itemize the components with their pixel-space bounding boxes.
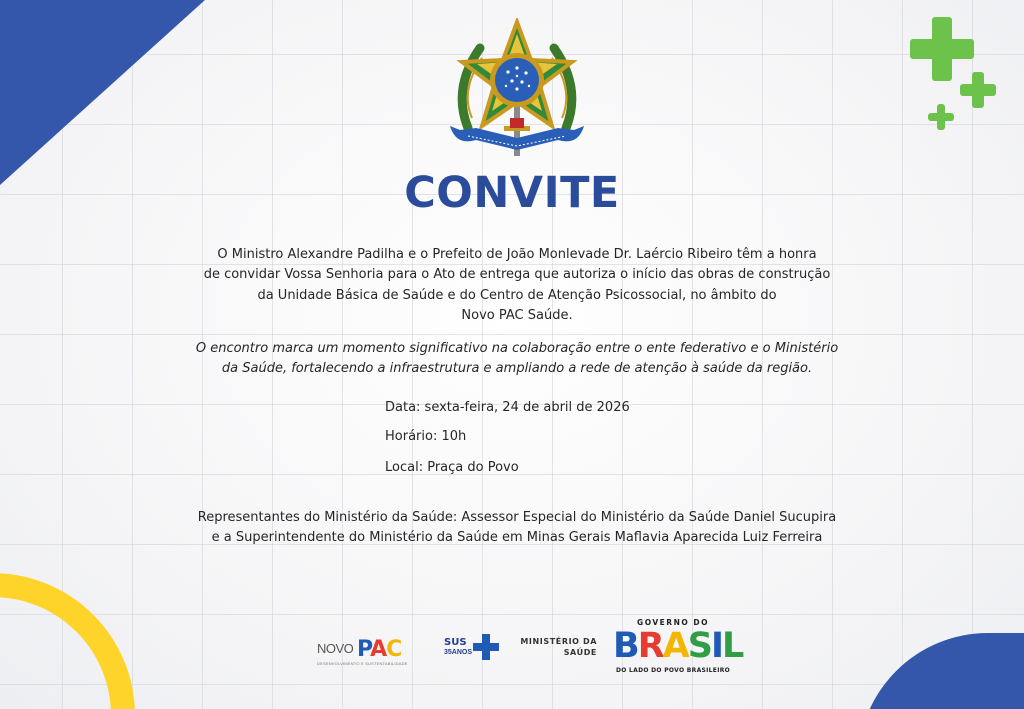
intro-paragraph xyxy=(150,245,884,326)
highlight-line: da Saúde, fortalecendo a infraestrutura e ampliando a rede de atenção à saúde da região. xyxy=(221,361,813,377)
arc-decoration-bottom-left xyxy=(0,573,135,709)
sus-logo xyxy=(443,632,501,666)
novo-pac-pac-text: PAC xyxy=(357,637,402,662)
novo-pac-subtitle: DESENVOLVIMENTO E SUSTENTABILIDADE xyxy=(317,661,408,666)
sus-name: SUS xyxy=(444,637,467,648)
plus-cross-icon xyxy=(960,72,996,108)
ministerio-line: SAÚDE xyxy=(563,648,597,657)
ministerio-saude-logo xyxy=(515,636,597,658)
intro-line: da Unidade Básica de Saúde e do Centro de Atenção Psicossocial, no âmbito do xyxy=(257,287,777,303)
novo-pac-novo-text: NOVO xyxy=(317,641,354,656)
plus-cross-icon xyxy=(473,634,499,660)
intro-line: Novo PAC Saúde. xyxy=(461,307,573,323)
governo-country-text: BRASIL xyxy=(613,626,743,666)
event-time: Horário: 10h xyxy=(385,429,467,444)
governo-top-text: GOVERNO DO xyxy=(637,618,709,627)
plus-cross-icon xyxy=(928,104,954,130)
corner-decoration-bottom-right xyxy=(858,633,1024,709)
representatives-line: e a Superintendente do Ministério da Saúde em Minas Gerais Maflavia Aparecida Luiz Ferreira xyxy=(211,530,823,546)
sus-anos-text: 35ANOS xyxy=(444,649,473,656)
governo-tagline: DO LADO DO POVO BRASILEIRO xyxy=(615,667,731,674)
highlight-line: O encontro marca um momento significativo na colaboração entre o ente federativo e o Ministério xyxy=(195,341,839,356)
governo-brasil-logo xyxy=(612,618,743,678)
intro-line: O Ministro Alexandre Padilha e o Prefeito de João Monlevade Dr. Laércio Ribeiro têm a honra xyxy=(217,247,817,262)
event-date: Data: sexta-feira, 24 de abril de 2026 xyxy=(385,400,630,415)
representatives-paragraph xyxy=(150,508,884,549)
highlight-paragraph xyxy=(150,339,884,380)
brazil-coat-of-arms-icon xyxy=(446,18,588,166)
event-place: Local: Praça do Povo xyxy=(385,460,519,475)
novo-pac-logo xyxy=(317,637,412,669)
page-title: CONVITE xyxy=(404,168,620,218)
corner-decoration-top-left xyxy=(0,0,205,185)
ministerio-line: MINISTÉRIO DA xyxy=(520,637,597,646)
intro-line: de convidar Vossa Senhoria para o Ato de entrega que autoriza o início das obras de construção xyxy=(203,267,831,283)
representatives-line: Representantes do Ministério da Saúde: Assessor Especial do Ministério da Saúde Daniel Sucupira xyxy=(197,510,837,525)
